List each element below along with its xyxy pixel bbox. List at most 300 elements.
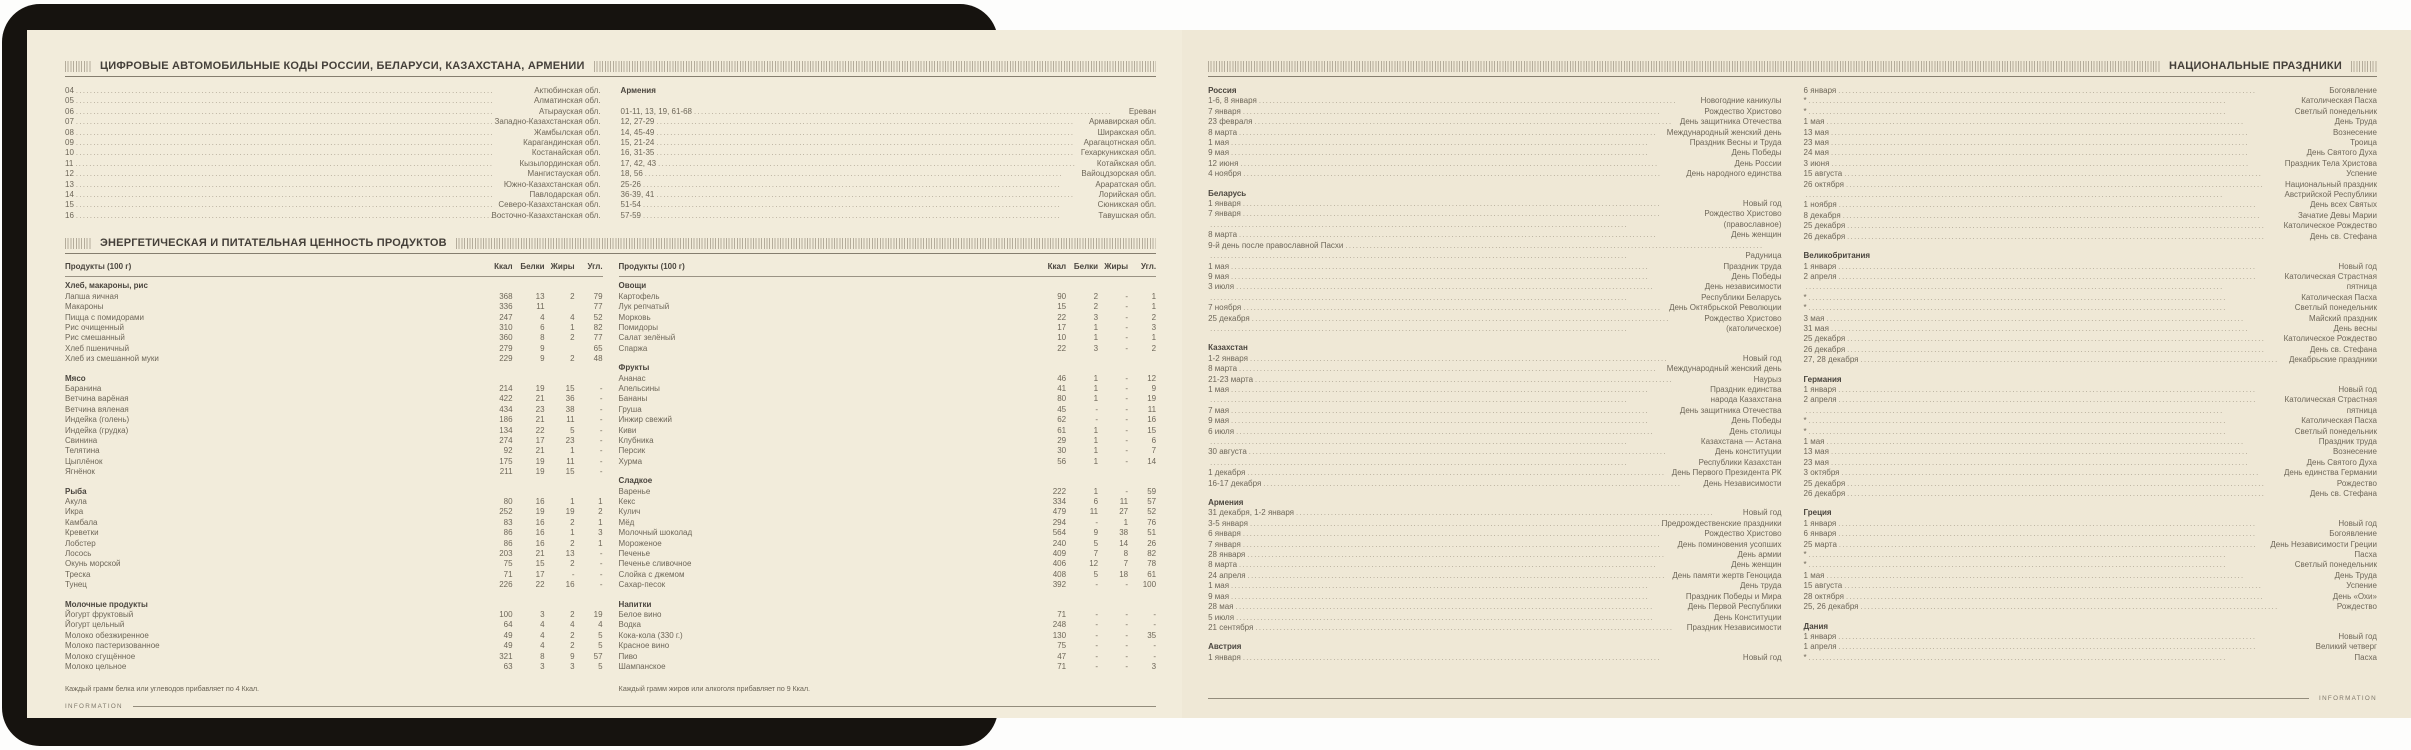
food-value: 15 [1147,425,1157,435]
region-name: Северо-Казахстанская обл. [498,200,601,210]
holiday-date: 30 августа [1208,447,1247,457]
food-value: 1 [1093,446,1099,456]
food-value: 16 [535,528,545,538]
food-value: 61 [1057,425,1067,435]
dot-leader [1838,86,2327,96]
food-value: 5 [598,662,603,672]
holiday-name: День народного единства [1686,169,1782,179]
holiday-date: 5 июля [1208,612,1235,622]
dot-leader [1861,355,2287,365]
food-value: 2 [1151,312,1157,322]
dot-row [1208,117,1781,127]
food-value: 203 [499,549,513,559]
holiday-name: Католическая Страстная [2284,271,2377,281]
food-name: Молоко цельное [65,662,127,672]
col-header-1: Ккал [1047,262,1067,272]
region-code: 10 [65,148,74,158]
dot-leader [1259,96,1699,106]
region-name: Сюникская обл. [1097,200,1157,210]
country-group [1208,343,1781,489]
country-name: Россия [1208,86,1237,95]
food-name: Мороженое [618,538,662,548]
food-value: - [1125,343,1129,353]
country-group [1804,86,2377,242]
holiday-name: пятница [2346,282,2377,292]
food-value: - [1125,425,1129,435]
dot-leader [645,169,1080,179]
food-value: - [599,569,603,579]
food-value: 36 [565,394,575,404]
holiday-name: День Святого Духа [2306,148,2377,158]
food-name: Слойка с джемом [618,569,685,579]
food-value: 1 [1151,302,1157,312]
food-value: - [1095,641,1099,651]
food-value: 274 [499,435,513,445]
dot-row [1804,345,2377,355]
food-row [619,662,1157,672]
region-code: 12, 27-29 [620,117,655,127]
col-header-4: Угл. [1140,262,1157,272]
food-value: 6 [1093,497,1099,506]
food-value: - [1095,651,1099,661]
dot-leader [1844,169,2344,179]
region-name: Актюбинская обл. [534,86,601,95]
food-value: 19 [535,507,545,517]
food-name: Хлеб из смешанной муки [65,354,159,364]
holiday-name: День св. Стефана [2309,231,2377,241]
food-value: 21 [535,549,545,559]
food-value: 15 [1057,302,1067,312]
left-page-footer [65,693,1156,710]
food-value: 2 [570,538,575,548]
dot-leader [1243,107,1703,117]
food-row [619,580,1157,590]
food-value: 1 [1093,322,1099,332]
food-value: - [599,425,603,435]
dot-row [1208,303,1781,313]
dot-row [1804,148,2377,158]
dot-row [1804,489,2377,499]
holiday-date: 13 мая [1803,127,1829,137]
food-value: 3 [1151,322,1157,332]
food-value: 1 [570,322,575,332]
dot-row [1804,272,2377,282]
food-value: - [1125,435,1129,445]
armenia-codes-column [621,86,1157,221]
food-name: Лапша яичная [65,291,119,301]
holiday-name: День Октябрьской Революции [1669,303,1782,313]
dot-leader [1826,571,2332,581]
food-value: 86 [503,538,513,548]
food-row [619,539,1157,549]
region-name: Арагацотнская обл. [1083,138,1157,148]
dot-row [1804,293,2377,303]
food-value: - [1125,620,1129,630]
dot-leader [1231,138,1688,148]
food-value: 1 [1093,373,1099,383]
holiday-name: Светлый понедельник [2294,560,2377,570]
food-row [619,631,1157,641]
dot-row [1208,623,1781,633]
dot-row [1804,282,2377,292]
food-group [619,281,1157,354]
food-value: 392 [1052,580,1067,590]
dot-leader [1249,447,1713,457]
food-name: Помидоры [618,322,659,332]
dot-row [1804,468,2377,478]
food-value: 75 [503,559,513,569]
dot-leader [76,96,532,106]
holiday-date: 27, 28 декабря [1803,355,1859,365]
dot-row [621,159,1157,169]
dot-leader [1296,508,1741,518]
holiday-name: День Труда [2334,117,2377,127]
col-header-3: Жиры [550,262,575,272]
food-value: 76 [1147,517,1157,527]
food-value: - [1095,662,1099,672]
food-name: Треска [65,569,91,579]
holidays-table [1208,86,2377,663]
holiday-name: День независимости [1704,282,1782,292]
holiday-name: Майский праздник [2308,313,2377,323]
food-name: Лук репчатый [618,302,670,312]
dot-leader [1263,479,1701,489]
dot-leader [75,159,517,169]
region-code: 17, 42, 43 [620,158,657,168]
food-value: 9 [540,354,545,364]
holiday-name: Новый год [2338,384,2377,394]
region-code: 08 [65,127,74,137]
dot-row [1208,209,1781,219]
food-value: 3 [1093,343,1099,353]
holiday-date: 3 мая [1803,313,1825,323]
food-name: Шампанское [618,662,666,672]
dot-leader [76,128,532,138]
holiday-date: * [1803,106,1807,116]
region-code: 51-54 [620,200,642,210]
food-row [65,394,603,404]
food-row [65,344,603,354]
food-row [619,426,1157,436]
food-value [545,302,575,312]
holiday-date: 7 января [1208,539,1241,549]
food-value: 92 [503,446,513,456]
holiday-name: Праздник Весны и Труда [1689,138,1782,148]
food-value: 2 [570,641,575,651]
region-name: Котайкская обл. [1096,158,1157,168]
holiday-date: 6 января [1208,529,1241,539]
food-value: 240 [1052,538,1067,548]
food-row [65,354,603,364]
dot-leader [1839,642,2314,652]
dot-leader [1831,159,2282,169]
food-value: 63 [503,662,513,672]
dot-leader [1831,324,2332,334]
food-value: - [1153,651,1157,661]
dot-row [65,96,601,106]
col-header-4: Угл. [587,262,603,272]
region-code: 57-59 [620,210,642,220]
food-value: 22 [535,580,545,590]
food-name: Груша [618,404,642,414]
dot-leader [656,128,1095,138]
dot-row [1804,642,2377,652]
country-group [1804,508,2377,612]
holiday-name: пятница [2346,405,2377,415]
region-code: 01-11, 13, 19, 61-68 [620,106,693,116]
holiday-name: Новый год [2338,261,2377,271]
holidays-header [1208,60,2377,77]
food-value: - [599,446,603,456]
food-value: - [1095,610,1099,620]
region-name: Алматинская обл. [533,96,601,106]
food-row [65,518,603,528]
nutrition-right-column [619,262,1157,692]
food-value: 11 [536,302,545,312]
food-value: 22 [1057,343,1067,353]
region-code: 18, 56 [620,169,643,179]
dot-row [65,211,601,221]
holiday-name: День памяти жертв Геноцида [1672,570,1782,580]
food-value: 79 [593,291,603,301]
food-value: 2 [570,354,575,364]
food-value: 3 [540,610,545,620]
dot-row [1208,230,1781,240]
food-row [619,457,1157,467]
food-row [65,497,603,507]
dot-row [65,169,601,179]
food-value: - [1125,302,1129,312]
dot-leader [656,148,1079,158]
hatch-block-icon [2351,61,2377,72]
holiday-name: Католическая Пасха [2301,416,2377,426]
dot-row [1208,437,1781,447]
dot-row [1208,354,1781,364]
region-name: Мангистауская обл. [527,169,601,179]
holiday-date: 7 ноября [1208,303,1242,313]
food-name: Салат зелёный [618,333,676,343]
dot-leader [1231,592,1684,602]
col-header-1: Ккал [494,262,513,272]
right-page [1182,30,2411,718]
food-value: 62 [1057,415,1067,425]
holiday-name: Светлый понедельник [2294,426,2377,436]
holiday-date: 6 июля [1208,426,1235,436]
dot-leader [1243,540,1676,550]
dot-row [1208,550,1781,560]
food-name: Индейка (голень) [65,415,130,425]
food-value: - [599,394,603,404]
holiday-name: День Победы [1731,148,1782,158]
dot-row [1208,96,1781,106]
holiday-name: Международный женский день [1666,364,1782,374]
food-value: 2 [570,559,575,569]
holiday-date: 7 мая [1208,405,1230,415]
food-row [65,292,603,302]
dot-row [1208,293,1781,303]
food-name: Пицца с помидорами [65,312,145,322]
dot-row [1804,458,2377,468]
food-value: 130 [1052,630,1067,640]
food-name: Лосось [65,549,92,559]
region-name: Гехаркуникская обл. [1080,148,1157,158]
food-name: Индейка (грудка) [65,425,129,435]
food-name: Ветчина вяленая [65,404,129,414]
dot-leader [1838,529,2327,539]
dot-row [1208,406,1781,416]
fat-note: Каждый грамм жиров или алкоголя прибавляет по 9 Ккал. [618,683,810,693]
food-value: 23 [535,404,545,414]
food-row [619,620,1157,630]
food-value: - [1125,415,1129,425]
holiday-name: Радуница [1745,251,1782,261]
food-name: Камбала [65,517,98,527]
country-name: Германия [1803,374,1842,384]
dot-leader [1239,230,1729,240]
holiday-date: 1 мая [1208,581,1230,591]
food-value: 65 [593,343,603,353]
food-value: 409 [1052,549,1067,559]
country-group [1208,498,1781,633]
food-row [619,446,1157,456]
dot-leader [1247,550,1735,560]
dot-row [621,138,1157,148]
holiday-name: День женщин [1731,560,1782,570]
holiday-name: Богоявление [2329,529,2377,539]
food-name: Йогурт фруктовый [65,610,134,620]
holiday-name: День поминовения усопших [1677,539,1782,549]
holiday-name: Новый год [2338,518,2377,528]
holiday-date: 1 мая [1208,138,1230,148]
food-name: Белое вино [618,610,662,620]
holiday-name: День Первого Президента РК [1671,468,1782,478]
dot-row [1208,447,1781,457]
food-value: 252 [499,507,513,517]
holiday-date: 3 июля [1208,282,1235,292]
dot-row [1208,364,1781,374]
dot-leader [1838,262,2336,272]
region-name: Западно-Казахстанская обл. [494,117,601,127]
col-header-products: Продукты (100 г) [65,262,132,272]
food-group-name: Хлеб, макароны, рис [65,281,148,291]
holidays-left-column [1208,86,1781,663]
food-value: 5 [1093,538,1099,548]
armenia-codes-heading: Армения [620,86,656,95]
food-value: 38 [1119,528,1129,538]
food-value: 11 [566,456,575,466]
holiday-date: 24 мая [1803,148,1829,158]
holiday-name: День армии [1737,550,1782,560]
country-group [1804,375,2377,500]
food-value: 3 [540,662,545,672]
food-value: 64 [503,620,513,630]
food-value: - [1125,333,1129,343]
holiday-date: 15 августа [1803,169,1843,179]
food-row [619,487,1157,497]
food-value: 49 [503,630,513,640]
holiday-date: 9 мая [1208,271,1230,281]
food-value: 45 [1057,404,1067,414]
holiday-date: 31 мая [1803,323,1829,333]
food-value: 8 [1123,549,1129,559]
region-name: Ереван [1128,106,1157,116]
food-value: - [599,549,603,559]
col-header-3: Жиры [1104,262,1129,272]
dot-leader [1231,262,1721,272]
food-name: Молоко сгущённое [65,651,136,661]
food-row [619,497,1157,507]
food-value: 71 [503,569,513,579]
food-row [65,426,603,436]
holiday-name: Успение [2346,581,2377,591]
food-value: - [599,456,603,466]
food-value: 1 [598,517,603,527]
dot-row [65,200,601,210]
dot-row [1804,519,2377,529]
food-value: 80 [1057,394,1067,404]
holiday-name: Богоявление [2329,86,2377,95]
food-name: Тунец [65,580,87,590]
food-value: - [1095,415,1099,425]
holiday-date: 16-17 декабря [1208,478,1262,488]
food-value: 294 [1052,517,1067,527]
holiday-date: 2 апреля [1803,271,1837,281]
dot-row [1804,479,2377,489]
country-name: Греция [1803,508,1832,518]
dot-leader [1239,364,1665,374]
food-value: 4 [540,630,545,640]
holiday-date: * [1803,652,1807,662]
dot-row [621,211,1157,221]
food-value: 17 [535,435,545,445]
food-value: 2 [570,291,575,301]
dot-leader [1847,232,2308,242]
food-value: 52 [593,312,603,322]
dot-row [1804,416,2377,426]
food-name: Красное вино [618,641,670,651]
food-value: 9 [540,343,545,353]
holiday-name: День Независимости Греции [2270,539,2377,549]
food-value: 19 [1147,394,1157,404]
food-row [65,323,603,333]
holiday-name: День защитника Отечества [1679,117,1782,127]
dot-row [1208,395,1781,405]
holiday-date: 1 января [1803,518,1837,528]
country-group [1208,189,1781,335]
dot-row [1208,479,1781,489]
food-name: Ягнёнок [65,467,95,477]
dot-row [1208,529,1781,539]
holiday-name: Праздник Победы и Мира [1685,591,1782,601]
holiday-name: День конституции [1714,447,1782,457]
dot-leader [76,190,528,200]
holiday-date: 7 января [1208,106,1241,116]
dot-leader [1809,303,2293,313]
dot-leader [1247,468,1670,478]
food-row [619,652,1157,662]
dot-row [1208,220,1781,230]
food-value: 30 [1057,446,1067,456]
dot-leader [1846,180,2283,190]
food-value: 35 [1147,630,1157,640]
dot-leader [1243,169,1684,179]
food-name: Окунь морской [65,559,121,569]
food-value: 1 [1093,333,1099,343]
holiday-date: 25 декабря [1803,478,1846,488]
nutrition-header [65,237,1156,254]
holiday-name: Успение [2346,169,2377,179]
dot-row [1804,169,2377,179]
